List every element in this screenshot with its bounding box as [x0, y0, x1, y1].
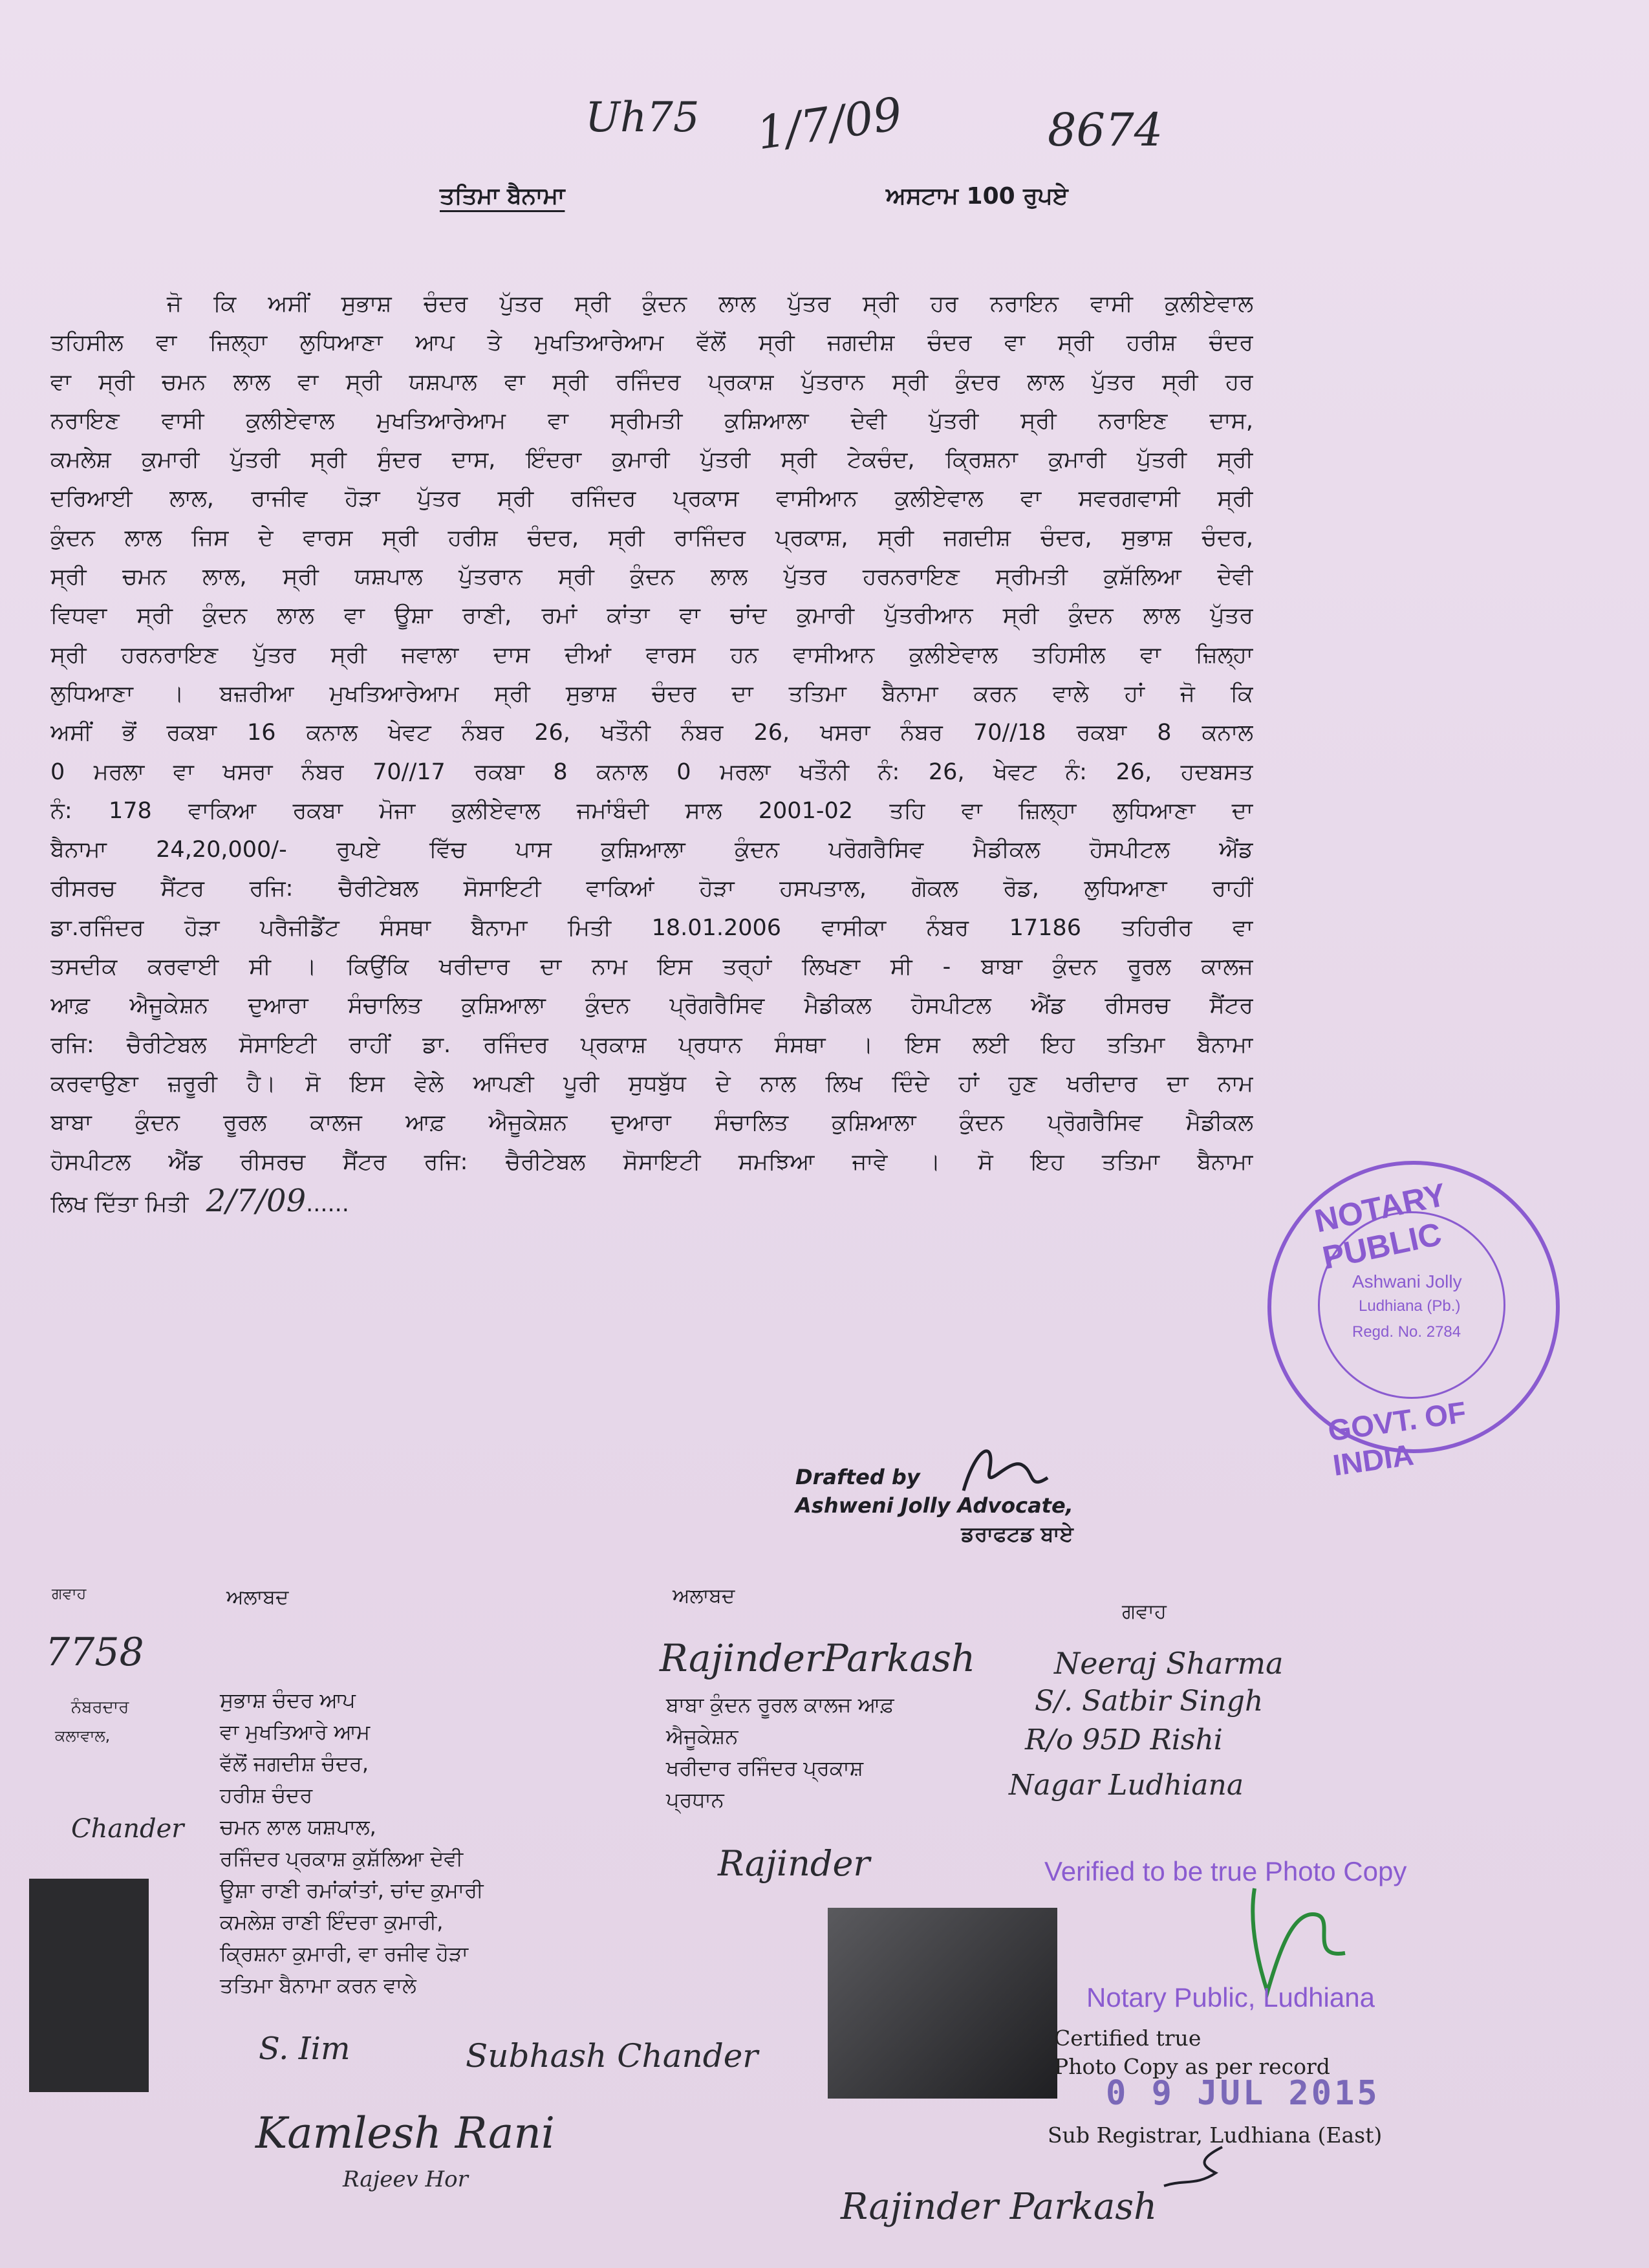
witness-left-role: ਨੰਬਰਦਾਰ [71, 1698, 129, 1717]
seller-line: ਚਮਨ ਲਾਲ ਯਸ਼ਪਾਲ, [220, 1815, 376, 1839]
body-line: 0 ਮਰਲਾ ਵਾ ਖਸਰਾ ਨੰਬਰ 70//17 ਰਕਬਾ 8 ਕਨਾਲ 0 ਮਰਲਾ ਖਤੌਨੀ ਨੰ: 26, ਖੇਵਟ ਨੰ: 26, ਹਦਬਸਤ [50, 759, 1253, 785]
buyer-signature-bottom: Rajinder Parkash [841, 2186, 1158, 2228]
notary-seal-name: Ashwani Jolly [1352, 1271, 1462, 1291]
sub-registrar-signature [1158, 2141, 1235, 2199]
seller-line: ਸੁਭਾਸ਼ ਚੰਦਰ ਆਪ [220, 1688, 356, 1712]
seller-line: ਰਜਿੰਦਰ ਪ੍ਰਕਾਸ਼ ਕੁਸ਼ੱਲਿਆ ਦੇਵੀ [220, 1846, 464, 1871]
seller-signature-1: S. Iim [259, 2031, 350, 2067]
seller-line: ਕ੍ਰਿਸ਼ਨਾ ਕੁਮਾਰੀ, ਵਾ ਰਜੀਵ ਹੋੜਾ [220, 1941, 469, 1966]
body-line: ਦਰਿਆਈ ਲਾਲ, ਰਾਜੀਵ ਹੋੜਾ ਪੁੱਤਰ ਸ੍ਰੀ ਰਜਿੰਦਰ ਪ੍ਰਕਾਸ ਵਾਸੀਆਨ ਕੁਲੀਏਵਾਲ ਵਾ ਸਵਰਗਵਾਸੀ ਸ੍ਰੀ [50, 486, 1253, 512]
drafter-signature [951, 1432, 1061, 1510]
seller-line: ਵੱਲੋਂ ਜਗਦੀਸ਼ ਚੰਦਰ, [220, 1751, 369, 1776]
document-title: ਤਤਿਮਾ ਬੈਨਾਮਾ [440, 183, 565, 210]
body-line: ਬਾਬਾ ਕੁੰਦਨ ਰੂਰਲ ਕਾਲਜ ਆਫ਼ ਐਜੂਕੇਸ਼ਨ ਦੁਆਰਾ ਸੰਚਾਲਿਤ ਕੁਸ਼ਿਆਲਾ ਕੁੰਦਨ ਪ੍ਰੋਗਰੈਸਿਵ ਮੈਡੀਕਲ [50, 1110, 1253, 1136]
witness-left-signature: Chander [71, 1814, 184, 1844]
body-line: ਰੀਸਰਚ ਸੈਂਟਰ ਰਜਿ: ਚੈਰੀਟੇਬਲ ਸੋਸਾਇਟੀ ਵਾਕਿਆਂ ਹੋੜਾ ਹਸਪਤਾਲ, ਗੋਕਲ ਰੋਡ, ਲੁਧਿਆਣਾ ਰਾਹੀਂ [50, 876, 1253, 902]
notary-seal-place: Ludhiana (Pb.) [1359, 1297, 1461, 1315]
buyer-signature-top: RajinderParkash [660, 1636, 976, 1680]
body-line: ਸ੍ਰੀ ਚਮਨ ਲਾਲ, ਸ੍ਰੀ ਯਸ਼ਪਾਲ ਪੁੱਤਰਾਨ ਸ੍ਰੀ ਕੁੰਦਨ ਲਾਲ ਪੁੱਤਰ ਹਰਨਰਾਇਣ ਸ੍ਰੀਮਤੀ ਕੁਸ਼ੱਲਿਆ ਦੇਵੀ [50, 564, 1253, 590]
date-line [50, 1182, 1253, 1220]
handwritten-date: 2/7/09 [206, 1182, 307, 1219]
buyer-line: ਪ੍ਰਧਾਨ [666, 1787, 724, 1812]
body-line: ਹੋਸਪੀਟਲ ਐਂਡ ਰੀਸਰਚ ਸੈਂਟਰ ਰਜਿ: ਚੈਰੀਟੇਬਲ ਸੋਸਾਇਟੀ ਸਮਝਿਆ ਜਾਵੇ । ਸੋ ਇਹ ਤਤਿਮਾ ਬੈਨਾਮਾ [50, 1149, 1253, 1175]
seller-label: ਅਲਾਬਦ [226, 1586, 289, 1609]
seller-list [220, 1685, 484, 2002]
certified-line: Certified true [1054, 2025, 1202, 2051]
stamp-paper-value: ਅਸਟਾਮ 100 ਰੁਪਏ [886, 183, 1068, 210]
witness-right-label: ਗਵਾਹ [1122, 1600, 1167, 1623]
buyer-line: ਐਜੂਕੇਸ਼ਨ [666, 1724, 738, 1749]
buyer-line: ਬਾਬਾ ਕੁੰਦਨ ਰੂਰਲ ਕਾਲਜ ਆਫ਼ [666, 1692, 894, 1717]
seller-signature-4: Rajeev Hor [343, 2166, 468, 2192]
notary-seal-top: NOTARY PUBLIC [1311, 1176, 1449, 1277]
handwritten-number: 8674 [1048, 103, 1163, 157]
body-line: ਨਰਾਇਣ ਵਾਸੀ ਕੁਲੀਏਵਾਲ ਮੁਖਤਿਆਰੇਆਮ ਵਾ ਸ੍ਰੀਮਤੀ ਕੁਸ਼ਿਆਲਾ ਦੇਵੀ ਪੁੱਤਰੀ ਸ੍ਰੀ ਨਰਾਇਣ ਦਾਸ, [50, 407, 1253, 434]
witness-left-label: ਗਵਾਹ [52, 1584, 87, 1603]
sub-registrar-text: Sub Registrar, Ludhiana (East) [1048, 2122, 1383, 2148]
body-line: ਕਮਲੇਸ਼ ਕੁਮਾਰੀ ਪੁੱਤਰੀ ਸ੍ਰੀ ਸੁੰਦਰ ਦਾਸ, ਇੰਦਰਾ ਕੁਮਾਰੀ ਪੁੱਤਰੀ ਸ੍ਰੀ ਟੇਕਚੰਦ, ਕ੍ਰਿਸ਼ਨਾ ਕੁਮਾਰੀ ਪੁੱਤਰੀ ਸ੍ਰੀ [50, 447, 1253, 473]
body-line: ਸ੍ਰੀ ਹਰਨਰਾਇਣ ਪੁੱਤਰ ਸ੍ਰੀ ਜਵਾਲਾ ਦਾਸ ਦੀਆਂ ਵਾਰਸ ਹਨ ਵਾਸੀਆਨ ਕੁਲੀਏਵਾਲ ਤਹਿਸੀਲ ਵਾ ਜ਼ਿਲ੍ਹਾ [50, 642, 1253, 668]
certified-copy-text [1054, 2024, 1330, 2081]
seller-line: ਤਤਿਮਾ ਬੈਨਾਮਾ ਕਰਨ ਵਾਲੇ [220, 1973, 416, 1998]
body-line: ਰਜਿ: ਚੈਰੀਟੇਬਲ ਸੋਸਾਇਟੀ ਰਾਹੀਂ ਡਾ. ਰਜਿੰਦਰ ਪ੍ਰਕਾਸ਼ ਪ੍ਰਧਾਨ ਸੰਸਥਾ । ਇਸ ਲਈ ਇਹ ਤਤਿਮਾ ਬੈਨਾਮਾ [50, 1031, 1253, 1058]
buyer-photo [828, 1908, 1057, 2099]
witness-left-place: ਕਲਾਵਾਲ, [55, 1727, 111, 1745]
seller-line: ਹਰੀਸ਼ ਚੰਦਰ [220, 1783, 313, 1808]
handwritten-ref: Uh75 [585, 94, 700, 142]
registry-date-stamp: 0 9 JUL 2015 [1106, 2074, 1380, 2113]
seller-line: ਵਾ ਮੁਖਤਿਆਰੇ ਆਮ [220, 1720, 371, 1744]
seller-signature-2: Subhash Chander [466, 2037, 759, 2075]
notary-seal [1267, 1161, 1560, 1482]
date-dots: ...... [306, 1191, 349, 1217]
buyer-signature-mid: Rajinder [718, 1843, 870, 1884]
drafted-by-label: Drafted by [795, 1465, 920, 1489]
notary-seal-bottom: GOVT. OF INDIA [1326, 1394, 1469, 1482]
drafted-by-name: Ashweni Jolly Advocate, [795, 1493, 1073, 1518]
body-line: ਅਸੀਂ ਭੋਂ ਰਕਬਾ 16 ਕਨਾਲ ਖੇਵਟ ਨੰਬਰ 26, ਖਤੌਨੀ ਨੰਬਰ 26, ਖਸਰਾ ਨੰਬਰ 70//18 ਰਕਬਾ 8 ਕਨਾਲ [50, 720, 1253, 746]
witness-left-thumb-no: 7758 [45, 1630, 144, 1675]
seller-signature-3: Kamlesh Rani [255, 2108, 555, 2158]
certified-line: Photo Copy as per record [1054, 2054, 1330, 2079]
body-line: ਆਫ਼ ਐਜੂਕੇਸ਼ਨ ਦੁਆਰਾ ਸੰਚਾਲਿਤ ਕੁਸ਼ਿਆਲਾ ਕੁੰਦਨ ਪ੍ਰੋਗਰੈਸਿਵ ਮੈਡੀਕਲ ਹੋਸਪੀਟਲ ਐਂਡ ਰੀਸਰਚ ਸੈਂਟਰ [50, 993, 1253, 1019]
body-line: ਤਸਦੀਕ ਕਰਵਾਈ ਸੀ । ਕਿਉਂਕਿ ਖਰੀਦਾਰ ਦਾ ਨਾਮ ਇਸ ਤਰ੍ਹਾਂ ਲਿਖਣਾ ਸੀ - ਬਾਬਾ ਕੁੰਦਨ ਰੂਰਲ ਕਾਲਜ [50, 954, 1253, 980]
body-line: ਨੰ: 178 ਵਾਕਿਆ ਰਕਬਾ ਮੋਜਾ ਕੁਲੀਏਵਾਲ ਜਮਾਂਬੰਦੀ ਸਾਲ 2001-02 ਤਹਿ ਵਾ ਜ਼ਿਲ੍ਹਾ ਲੁਧਿਆਣਾ ਦਾ [50, 797, 1253, 824]
witness-right-line: R/o 95D Rishi [1025, 1723, 1223, 1756]
drafted-by-punjabi: ਡਰਾਫਟਡ ਬਾਏ [961, 1522, 1073, 1546]
notary-seal-regd: Regd. No. 2784 [1352, 1323, 1461, 1341]
body-line: ਕਰਵਾਉਣਾ ਜ਼ਰੂਰੀ ਹੈ। ਸੋ ਇਸ ਵੇਲੇ ਆਪਣੀ ਪੂਰੀ ਸੁਧਬੁੱਧ ਦੇ ਨਾਲ ਲਿਖ ਦਿੰਦੇ ਹਾਂ ਹੁਣ ਖਰੀਦਾਰ ਦਾ ਨਾਮ [50, 1070, 1253, 1097]
body-line: ਲੁਧਿਆਣਾ । ਬਜ਼ਰੀਆ ਮੁਖਤਿਆਰੇਆਮ ਸ੍ਰੀ ਸੁਭਾਸ਼ ਚੰਦਰ ਦਾ ਤਤਿਮਾ ਬੈਨਾਮਾ ਕਰਨ ਵਾਲੇ ਹਾਂ ਜੋ ਕਿ [50, 680, 1253, 707]
body-line: ਤਹਿਸੀਲ ਵਾ ਜਿਲ੍ਹਾ ਲੁਧਿਆਣਾ ਆਪ ਤੇ ਮੁਖਤਿਆਰੇਆਮ ਵੱਲੋਂ ਸ੍ਰੀ ਜਗਦੀਸ਼ ਚੰਦਰ ਵਾ ਸ੍ਰੀ ਹਰੀਸ਼ ਚੰਦਰ [50, 330, 1253, 356]
notary-public-stamp: Notary Public, Ludhiana [1086, 1982, 1375, 2013]
witness-right-line: Nagar Ludhiana [1009, 1769, 1244, 1802]
handwritten-date-top: 1/7/09 [753, 87, 905, 160]
buyer-label: ਅਲਾਬਦ [673, 1584, 735, 1608]
witness-right-line: Neeraj Sharma [1054, 1646, 1284, 1681]
seller-line: ਕਮਲੇਸ਼ ਰਾਣੀ ਇੰਦਰਾ ਕੁਮਾਰੀ, [220, 1910, 444, 1934]
buyer-line: ਖਰੀਦਾਰ ਰਜਿੰਦਰ ਪ੍ਰਕਾਸ਼ [666, 1756, 864, 1780]
deed-body [50, 285, 1253, 1220]
body-line: ਕੁੰਦਨ ਲਾਲ ਜਿਸ ਦੇ ਵਾਰਸ ਸ੍ਰੀ ਹਰੀਸ਼ ਚੰਦਰ, ਸ੍ਰੀ ਰਾਜਿੰਦਰ ਪ੍ਰਕਾਸ਼, ਸ੍ਰੀ ਜਗਦੀਸ਼ ਚੰਦਰ, ਸੁਭਾਸ਼ ਚੰਦਰ, [50, 524, 1253, 551]
date-label: ਲਿਖ ਦਿੱਤਾ ਮਿਤੀ [50, 1191, 189, 1217]
body-line: ਬੈਨਾਮਾ 24,20,000/- ਰੁਪਏ ਵਿੱਚ ਪਾਸ ਕੁਸ਼ਿਆਲਾ ਕੁੰਦਨ ਪਰੋਗਰੈਸਿਵ ਮੈਡੀਕਲ ਹੋਸਪੀਟਲ ਐਂਡ [50, 837, 1253, 863]
body-line: ਜੋ ਕਿ ਅਸੀਂ ਸੁਭਾਸ਼ ਚੰਦਰ ਪੁੱਤਰ ਸ੍ਰੀ ਕੁੰਦਨ ਲਾਲ ਪੁੱਤਰ ਸ੍ਰੀ ਹਰ ਨਰਾਇਨ ਵਾਸੀ ਕੁਲੀਏਵਾਲ [167, 291, 1253, 317]
seller-line: ਊਸ਼ਾ ਰਾਣੀ ਰਮਾਂਕਾਂਤਾਂ, ਚਾਂਦ ਕੁਮਾਰੀ [220, 1878, 484, 1903]
body-line: ਵਿਧਵਾ ਸ੍ਰੀ ਕੁੰਦਨ ਲਾਲ ਵਾ ਊਸ਼ਾ ਰਾਣੀ, ਰਮਾਂ ਕਾਂਤਾ ਵਾ ਚਾਂਦ ਕੁਮਾਰੀ ਪੁੱਤਰੀਆਨ ਸ੍ਰੀ ਕੁੰਦਨ ਲਾਲ ਪੁੱਤਰ [50, 603, 1253, 629]
seller-photo [29, 1879, 149, 2092]
verified-copy-stamp: Verified to be true Photo Copy [1044, 1856, 1407, 1886]
body-line: ਡਾ.ਰਜਿੰਦਰ ਹੋੜਾ ਪਰੈਜੀਡੈਂਟ ਸੰਸਥਾ ਬੈਨਾਮਾ ਮਿਤੀ 18.01.2006 ਵਾਸੀਕਾ ਨੰਬਰ 17186 ਤਹਿਰੀਰ ਵਾ [50, 914, 1253, 941]
body-line: ਵਾ ਸ੍ਰੀ ਚਮਨ ਲਾਲ ਵਾ ਸ੍ਰੀ ਯਸ਼ਪਾਲ ਵਾ ਸ੍ਰੀ ਰਜਿੰਦਰ ਪ੍ਰਕਾਸ਼ ਪੁੱਤਰਾਨ ਸ੍ਰੀ ਕੁੰਦਰ ਲਾਲ ਪੁੱਤਰ ਸ੍ਰੀ ਹਰ [50, 369, 1253, 395]
witness-right-line: S/. Satbir Singh [1035, 1685, 1264, 1718]
buyer-list [666, 1689, 894, 1816]
